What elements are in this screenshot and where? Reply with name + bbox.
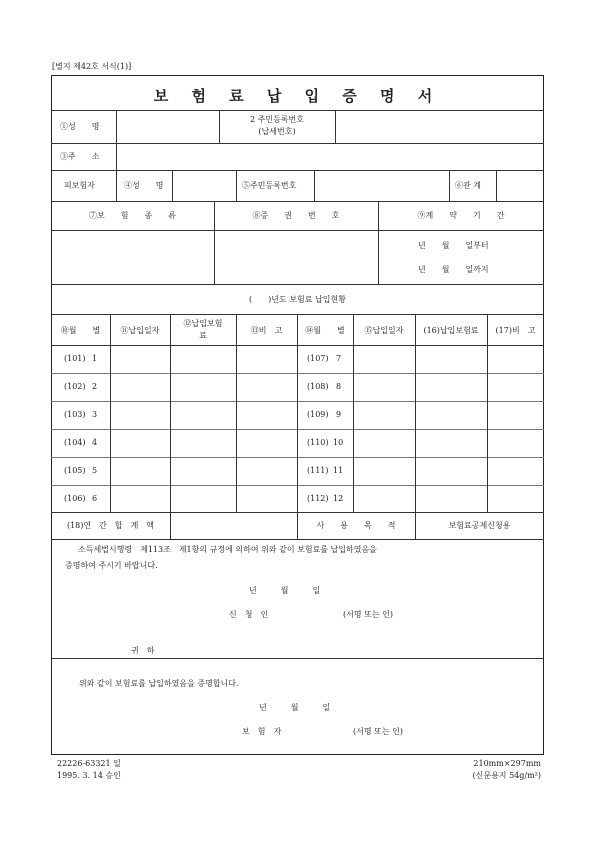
paper-type: (신문용지 54g/m²) [472,771,541,780]
period-to[interactable]: 년 월 일까지 [418,265,489,274]
form-title: 보 험 료 납 입 증 명 서 [153,87,442,105]
divider [51,170,544,171]
divider [487,314,488,512]
divider [415,314,416,512]
insured-resident-field[interactable] [315,171,448,200]
divider [51,284,544,285]
insured-name-field[interactable] [173,171,235,200]
paper-size: 210mm×297mm [473,759,541,768]
month-header: ⑩월 별 [60,326,101,335]
address-field[interactable] [117,144,543,169]
purpose-value: 보험료공제신청용 [448,521,511,530]
insurance-type-field[interactable] [52,231,213,283]
certify-date[interactable]: 년 월 일 [259,703,331,712]
request-date[interactable]: 년 월 일 [249,586,321,595]
divider [236,314,237,512]
month-code: (111) [307,466,329,475]
month-code: (103) [64,410,86,419]
divider [449,170,450,201]
certificate-number-field[interactable] [215,231,377,283]
month-number: 8 [336,382,342,391]
divider [170,314,171,512]
approval-date: 1995. 3. 14 승인 [57,771,121,780]
month-number: 10 [333,438,344,447]
month-code: (108) [307,382,329,391]
resident-number-label: 2 주민등록번호 [249,115,304,124]
period-from[interactable]: 년 월 일부터 [418,241,489,250]
relation-field[interactable] [497,171,543,200]
resident-number-field[interactable] [336,111,543,142]
amount2-header: (16)납입보험료 [423,326,479,335]
month-code: (105) [64,466,86,475]
insured-resident-label: ⑤주민등록번호 [242,181,297,190]
month-code: (107) [307,354,329,363]
divider [353,314,354,512]
month-code: (112) [307,494,329,503]
form-code: [별지 제42호 서식(1)] [52,62,132,71]
divider [51,539,544,540]
insurer-label: 보 험 자 [242,727,282,736]
certificate-number-label: ⑧증 권 번 호 [252,211,340,220]
divider [110,314,111,512]
month-code: (110) [307,438,329,447]
pay-date-header: ⑪납입일자 [120,326,160,335]
pay-date2-header: ⑮납입일자 [364,326,404,335]
certify-text: 위와 같이 보험료를 납입하였음을 증명합니다. [79,679,239,688]
applicant-label: 신 청 인 [229,610,269,619]
payment-status-title: ( )년도 보험료 납입현황 [249,295,346,304]
contract-period-label: ⑨계 약 기 간 [417,211,505,220]
insurer-signature[interactable]: (서명 또는 인) [353,727,403,736]
month-number: 4 [92,438,98,447]
addressee-label: 귀 하 [131,646,155,655]
month2-header: ⑭월 별 [305,326,345,335]
request-text-line2: 증명하여 주시기 바랍니다. [65,561,158,570]
month-number: 1 [92,354,98,363]
form-number: 22226-63321 일 [57,759,121,768]
applicant-signature[interactable]: (서명 또는 인) [343,610,393,619]
month-code: (106) [64,494,86,503]
month-number: 3 [92,410,98,419]
month-number: 2 [92,382,98,391]
month-number: 5 [92,466,98,475]
note-header: ⑬비 고 [250,326,283,335]
relation-label: ⑥관 계 [455,181,481,190]
month-code: (104) [64,438,86,447]
month-number: 9 [336,410,342,419]
amount-header-cont: 료 [199,331,207,340]
month-code: (102) [64,382,86,391]
divider [116,170,117,201]
note2-header: (17)비 고 [495,326,536,335]
month-number: 7 [336,354,342,363]
purpose-label: 사 용 목 적 [316,521,396,530]
address-label: ③주 소 [60,152,100,161]
divider [51,201,544,202]
insurance-type-label: ⑦보 험 종 류 [89,211,176,220]
month-number: 12 [333,494,344,503]
divider [297,314,298,512]
month-code: (101) [64,354,86,363]
annual-total-label: (18)연 간 합 계 액 [66,521,155,530]
month-code: (109) [307,410,329,419]
divider [51,658,544,659]
divider [236,170,237,201]
tax-number-label: (납세번호) [258,127,296,136]
name-label: ①성 명 [60,122,100,131]
insured-label: 피보험자 [64,181,95,190]
annual-total-field[interactable] [171,513,296,538]
insured-name-label: ④성 명 [124,181,164,190]
amount-header: ⑫납입보험 [183,319,223,328]
month-number: 11 [333,466,344,475]
name-field[interactable] [117,111,218,142]
request-text-line1: 소득세법시행령 제113조 제1항의 규정에 의하여 위와 같이 보험료를 납입하였음을 [78,545,377,554]
month-number: 6 [92,494,98,503]
divider [219,110,220,143]
